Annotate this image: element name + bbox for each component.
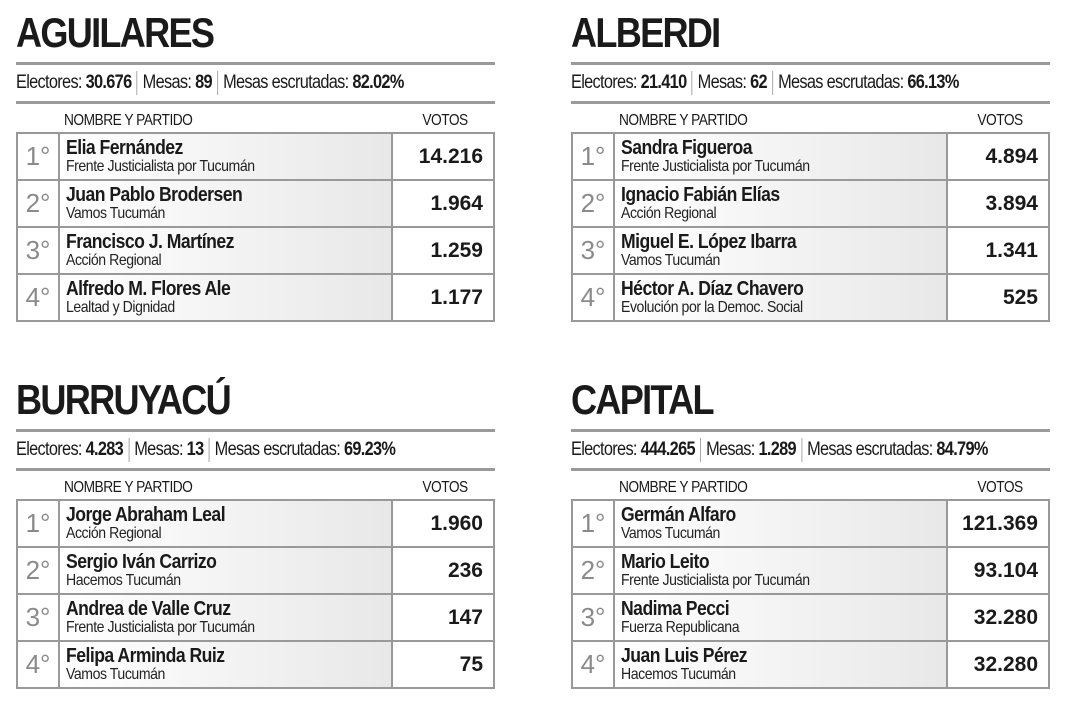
votes: 3.894 — [947, 180, 1049, 227]
candidate-cell — [614, 180, 947, 227]
candidate-name: Ignacio Fabián Elías — [621, 183, 780, 206]
candidate-party: Acción Regional — [621, 204, 717, 222]
divider — [801, 438, 802, 462]
votes: 32.280 — [947, 594, 1049, 641]
escrutadas-label: Mesas escrutadas: — [214, 439, 341, 460]
candidate-name: Germán Alfaro — [621, 503, 736, 526]
votes: 121.369 — [947, 500, 1049, 547]
escrutadas-value: 69.23% — [343, 439, 396, 460]
candidate-cell — [59, 133, 392, 180]
candidate-cell — [614, 594, 947, 641]
candidate-cell — [59, 641, 392, 688]
candidate-cell — [59, 180, 392, 227]
district-title: BURRUYACÚ — [16, 376, 230, 423]
rank: 1° — [572, 133, 614, 180]
header-name: NOMBRE Y PARTIDO — [619, 479, 748, 496]
divider — [692, 71, 693, 95]
candidate-cell — [59, 227, 392, 274]
table-row — [572, 547, 1049, 594]
rank: 2° — [572, 180, 614, 227]
votes: 1.960 — [392, 500, 494, 547]
electores-label: Electores: — [16, 72, 82, 93]
rank: 2° — [17, 547, 59, 594]
district-panel — [16, 8, 495, 322]
mesas-value: 89 — [195, 72, 212, 93]
rank: 2° — [17, 180, 59, 227]
candidate-cell — [614, 547, 947, 594]
votes: 32.280 — [947, 641, 1049, 688]
table-row — [572, 180, 1049, 227]
divider — [217, 71, 218, 95]
mesas-label: Mesas: — [706, 439, 755, 460]
electores-value: 4.283 — [85, 439, 124, 460]
district-title: ALBERDI — [571, 9, 720, 56]
rank: 2° — [572, 547, 614, 594]
divider — [700, 438, 701, 462]
table-row — [572, 133, 1049, 180]
candidate-name: Miguel E. López Ibarra — [621, 230, 797, 253]
candidate-party: Vamos Tucumán — [621, 251, 720, 269]
candidate-party: Vamos Tucumán — [66, 665, 165, 683]
candidate-party: Fuerza Republicana — [621, 618, 740, 636]
candidate-name: Sergio Iván Carrizo — [66, 550, 217, 573]
divider — [137, 71, 138, 95]
candidate-name: Francisco J. Martínez — [66, 230, 234, 253]
candidate-name: Nadima Pecci — [621, 597, 730, 620]
candidate-party: Frente Justicialista por Tucumán — [66, 157, 255, 175]
header-name: NOMBRE Y PARTIDO — [64, 112, 193, 129]
votes: 525 — [947, 274, 1049, 321]
candidate-cell — [614, 641, 947, 688]
district-panel — [571, 375, 1050, 689]
district-stats — [571, 429, 1050, 471]
table-row — [17, 133, 494, 180]
candidate-party: Frente Justicialista por Tucumán — [621, 571, 810, 589]
table-row — [17, 594, 494, 641]
votes: 1.177 — [392, 274, 494, 321]
candidate-name: Alfredo M. Flores Ale — [66, 277, 231, 300]
table-row — [572, 500, 1049, 547]
divider — [772, 71, 773, 95]
escrutadas-label: Mesas escrutadas: — [807, 439, 933, 460]
rank: 4° — [572, 274, 614, 321]
electores-value: 30.676 — [85, 72, 132, 93]
rank: 3° — [572, 227, 614, 274]
table-row — [17, 547, 494, 594]
table-row — [17, 274, 494, 321]
candidate-name: Sandra Figueroa — [621, 136, 752, 159]
rank: 1° — [17, 133, 59, 180]
rank: 4° — [17, 641, 59, 688]
votes: 147 — [392, 594, 494, 641]
votes: 1.341 — [947, 227, 1049, 274]
rank: 3° — [17, 594, 59, 641]
table-row — [17, 641, 494, 688]
candidate-party: Vamos Tucumán — [621, 524, 720, 542]
rank: 4° — [17, 274, 59, 321]
header-votes: VOTOS — [977, 112, 1023, 129]
table-row — [17, 180, 494, 227]
results-table — [571, 499, 1050, 689]
table-header — [571, 471, 1050, 499]
candidate-cell — [59, 500, 392, 547]
candidate-party: Frente Justicialista por Tucumán — [66, 618, 255, 636]
electores-label: Electores: — [571, 439, 637, 460]
escrutadas-label: Mesas escrutadas: — [778, 72, 904, 93]
candidate-party: Evolución por la Democ. Social — [621, 298, 803, 316]
district-title: CAPITAL — [571, 376, 713, 423]
header-name: NOMBRE Y PARTIDO — [619, 112, 748, 129]
electores-value: 444.265 — [640, 439, 695, 460]
votes: 14.216 — [392, 133, 494, 180]
mesas-value: 1.289 — [758, 439, 796, 460]
mesas-label: Mesas: — [142, 72, 192, 93]
header-votes: VOTOS — [422, 479, 468, 496]
candidate-party: Lealtad y Dignidad — [66, 298, 175, 316]
candidate-name: Felipa Arminda Ruiz — [66, 644, 225, 667]
table-header — [571, 104, 1050, 132]
header-votes: VOTOS — [977, 479, 1023, 496]
escrutadas-label: Mesas escrutadas: — [223, 72, 349, 93]
district-stats — [16, 62, 495, 104]
header-name: NOMBRE Y PARTIDO — [64, 479, 193, 496]
candidate-party: Vamos Tucumán — [66, 204, 165, 222]
district-stats — [571, 62, 1050, 104]
candidate-party: Acción Regional — [66, 251, 162, 269]
escrutadas-value: 82.02% — [352, 72, 404, 93]
candidate-party: Hacemos Tucumán — [621, 665, 736, 683]
candidate-cell — [614, 133, 947, 180]
rank: 1° — [572, 500, 614, 547]
votes: 75 — [392, 641, 494, 688]
candidate-cell — [59, 594, 392, 641]
table-row — [17, 500, 494, 547]
candidate-party: Hacemos Tucumán — [66, 571, 181, 589]
mesas-label: Mesas: — [697, 72, 747, 93]
mesas-label: Mesas: — [134, 439, 183, 460]
escrutadas-value: 84.79% — [936, 439, 988, 460]
candidate-name: Elia Fernández — [66, 136, 183, 159]
candidate-name: Jorge Abraham Leal — [66, 503, 226, 526]
results-table — [571, 132, 1050, 322]
votes: 1.259 — [392, 227, 494, 274]
votes: 4.894 — [947, 133, 1049, 180]
electores-label: Electores: — [571, 72, 637, 93]
candidate-party: Acción Regional — [66, 524, 162, 542]
table-row — [572, 641, 1049, 688]
district-title: AGUILARES — [16, 9, 214, 56]
candidate-name: Héctor A. Díaz Chavero — [621, 277, 804, 300]
electores-value: 21.410 — [640, 72, 687, 93]
rank: 3° — [572, 594, 614, 641]
rank: 4° — [572, 641, 614, 688]
table-row — [572, 274, 1049, 321]
escrutadas-value: 66.13% — [907, 72, 959, 93]
mesas-value: 13 — [186, 439, 204, 460]
table-row — [572, 227, 1049, 274]
candidate-cell — [614, 227, 947, 274]
table-row — [17, 227, 494, 274]
rank: 1° — [17, 500, 59, 547]
table-row — [572, 594, 1049, 641]
electores-label: Electores: — [16, 439, 82, 460]
divider — [209, 438, 210, 462]
candidate-name: Juan Luis Pérez — [621, 644, 748, 667]
district-stats — [16, 429, 495, 471]
votes: 236 — [392, 547, 494, 594]
candidate-name: Mario Leito — [621, 550, 710, 573]
district-panel — [16, 375, 495, 689]
candidate-cell — [59, 274, 392, 321]
results-table — [16, 132, 495, 322]
district-panel — [571, 8, 1050, 322]
mesas-value: 62 — [750, 72, 767, 93]
table-header — [16, 471, 495, 499]
votes: 93.104 — [947, 547, 1049, 594]
candidate-cell — [614, 500, 947, 547]
header-votes: VOTOS — [422, 112, 468, 129]
divider — [128, 438, 129, 462]
candidate-cell — [59, 547, 392, 594]
rank: 3° — [17, 227, 59, 274]
votes: 1.964 — [392, 180, 494, 227]
results-table — [16, 499, 495, 689]
candidate-party: Frente Justicialista por Tucumán — [621, 157, 810, 175]
candidate-cell — [614, 274, 947, 321]
candidate-name: Juan Pablo Brodersen — [66, 183, 243, 206]
candidate-name: Andrea de Valle Cruz — [66, 597, 231, 620]
table-header — [16, 104, 495, 132]
